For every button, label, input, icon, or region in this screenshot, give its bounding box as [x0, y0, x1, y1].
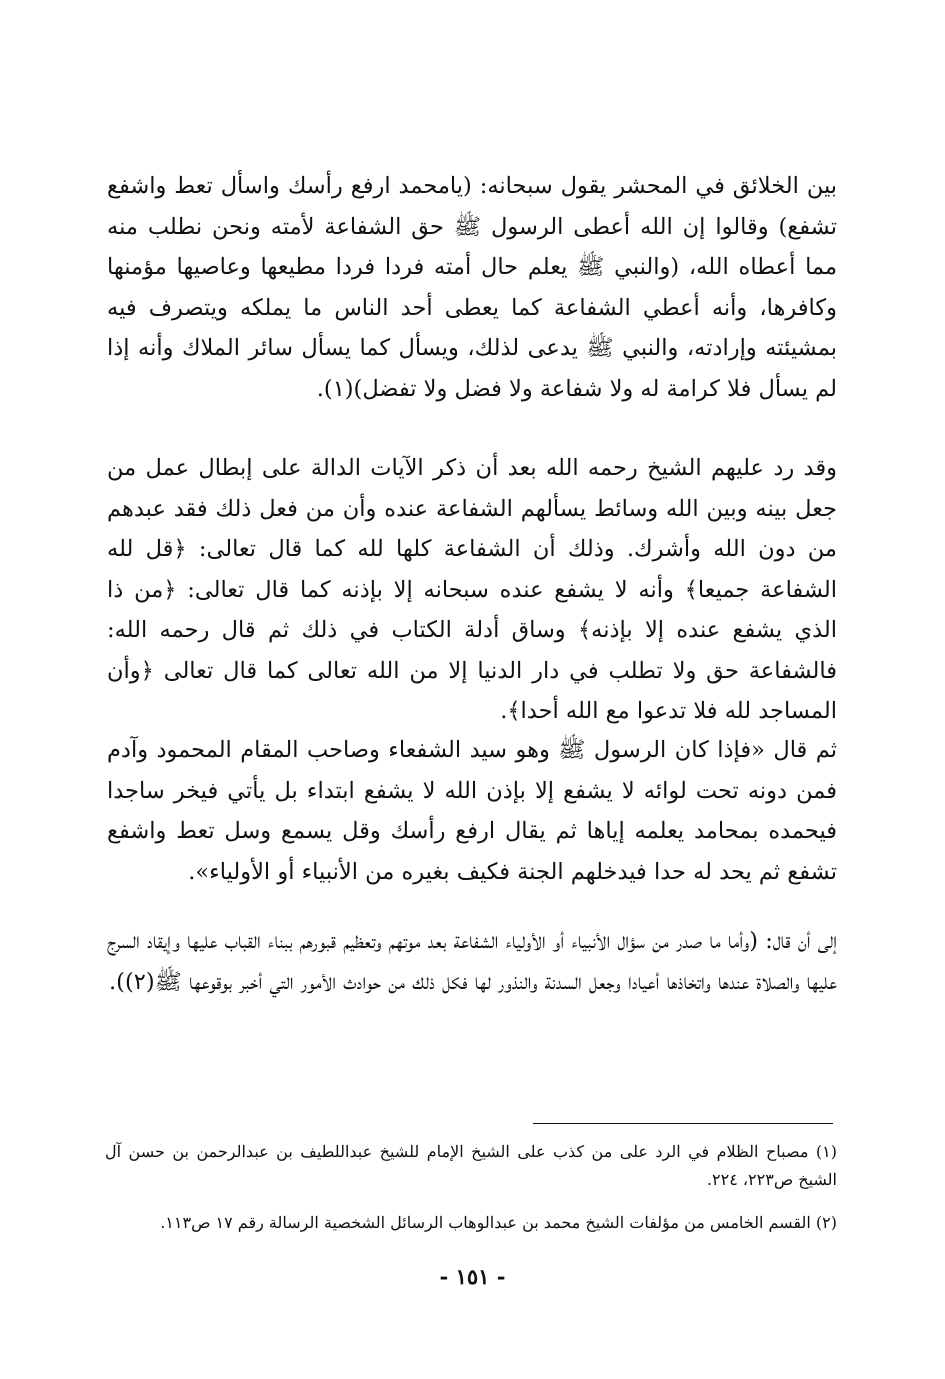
paragraph-4: إلى أن قال: (وأما ما صدر من سؤال الأنبياء أو الأولياء الشفاعة بعد موتهم وتعظيم قبورهم ببناء القباب عليها وإيقاد السرج عليها والصلاة عندها واتخاذها أعيادا وجعل السدنة والنذور لها فكل ذلك من حوادث الأمور التي أخبر بوقوعها ﷺ(٢)). [107, 928, 837, 995]
paragraph-2: وقد رد عليهم الشيخ رحمه الله بعد أن ذكر الآيات الدالة على إبطال عمل من جعل بينه وبين الله وسائط يسألهم الشفاعة عنده وأن من فعل ذلك فقد عبدهم من دون الله وأشرك. وذلك أن الشفاعة كلها لله كما قال تعالى: ﴿قل لله الشفاعة جميعا﴾ وأنه لا يشفع عنده سبحانه إلا بإذنه كما قال تعالى: ﴿من ذا الذي يشفع عنده إلا بإذنه﴾ وساق أدلة الكتاب في ذلك ثم قال رحمه الله: فالشفاعة حق ولا تطلب في دار الدنيا إلا من الله تعالى كما قال تعالى ﴿وأن المساجد لله فلا تدعوا مع الله أحدا﴾. [107, 455, 837, 724]
page-number: - ١٥١ - [439, 1264, 506, 1289]
footnote-2: (٢) القسم الخامس من مؤلفات الشيخ محمد بن عبدالوهاب الرسائل الشخصية الرسالة رقم ١٧ ص١١٣. [160, 1213, 837, 1232]
footnote-1: (١) مصباح الظلام في الرد على من كذب على الشيخ الإمام للشيخ عبداللطيف بن عبدالرحمن بن حسن آل الشيخ ص٢٢٣، ٢٢٤. [105, 1142, 837, 1189]
footnote-separator [533, 1123, 833, 1124]
paragraph-1: بين الخلائق في المحشر يقول سبحانه: (يامحمد ارفع رأسك واسأل تعط واشفع تشفع) وقالوا إن الله أعطى الرسول ﷺ حق الشفاعة لأمته ونحن نطلب منه مما أعطاه الله، (والنبي ﷺ يعلم حال أمته فردا فردا مطيعها وعاصيها مؤمنها وكافرها، وأنه أعطي الشفاعة كما يعطى أحد الناس ما يملكه ويتصرف فيه بمشيئته وإرادته، والنبي ﷺ يدعى لذلك، ويسأل كما يسأل سائر الملاك وأنه إذا لم يسأل فلا كرامة له ولا شفاعة ولا فضل ولا تفضل)(١). [107, 173, 837, 402]
paragraph-3: ثم قال «فإذا كان الرسول ﷺ وهو سيد الشفعاء وصاحب المقام المحمود وآدم فمن دونه تحت لوائه لا يشفع إلا بإذن الله لا يشفع ابتداء بل يأتي فيخر ساجدا فيحمده بمحامد يعلمه إياها ثم يقال ارفع رأسك وقل يسمع وسل تعط واشفع تشفع ثم يحد له حدا فيدخلهم الجنة فكيف بغيره من الأنبياء أو الأولياء». [107, 737, 837, 885]
